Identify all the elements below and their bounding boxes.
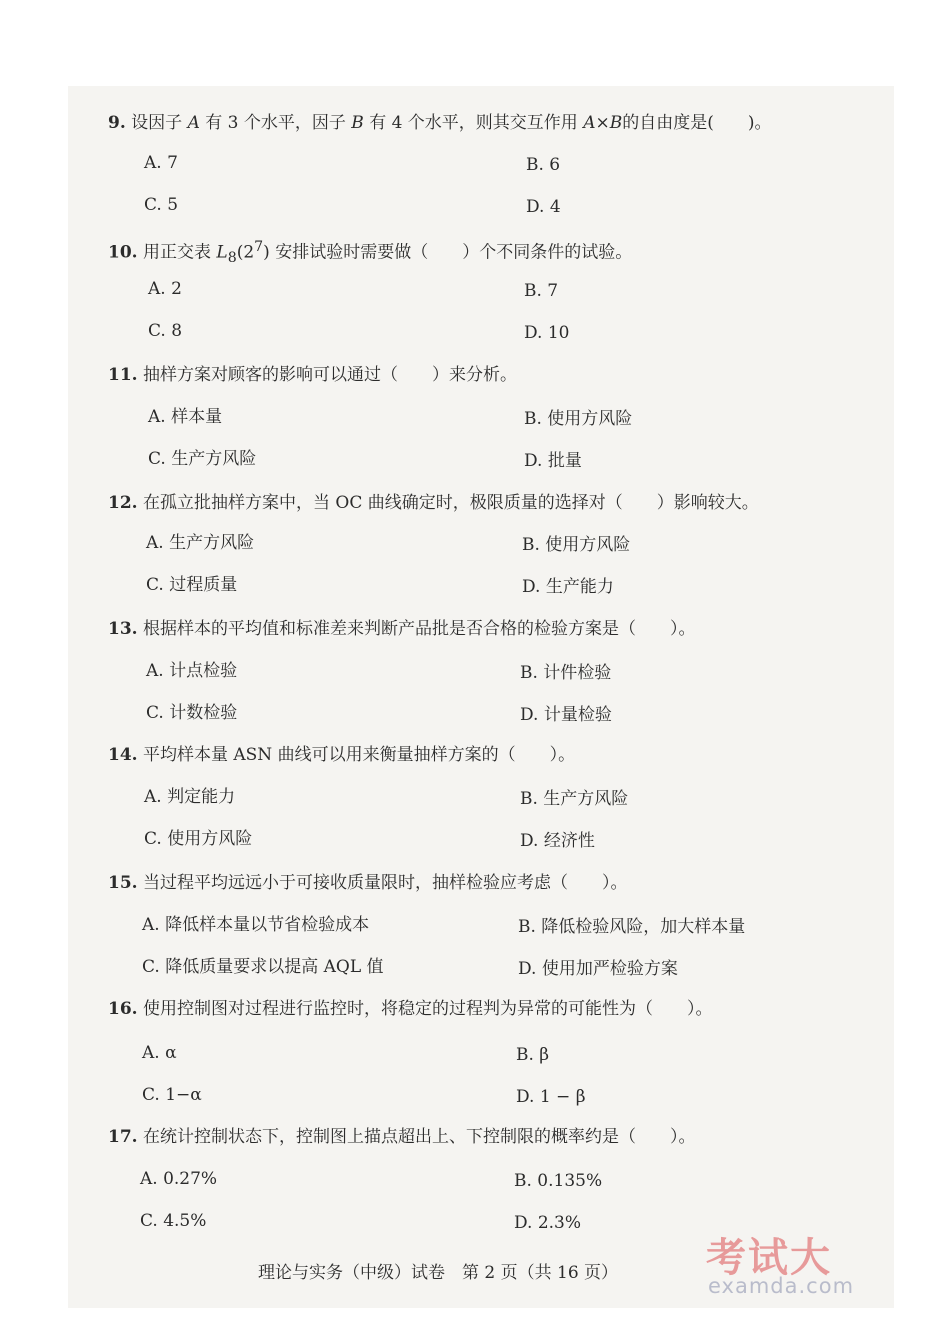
question-10 bbox=[108, 236, 898, 269]
option-b: B. 降低检验风险，加大样本量 bbox=[518, 917, 746, 937]
question-text: 在孤立批抽样方案中，当 OC 曲线确定时，极限质量的选择对（ ）影响较大。 bbox=[142, 493, 759, 513]
option-c: C. 4.5% bbox=[140, 1211, 207, 1231]
option-d: D. 批量 bbox=[524, 451, 582, 471]
option-d: D. 经济性 bbox=[520, 831, 595, 851]
option-c: C. 过程质量 bbox=[146, 575, 238, 595]
question-text: 抽样方案对顾客的影响可以通过（ ）来分析。 bbox=[142, 365, 517, 385]
option-b: B. β bbox=[516, 1045, 550, 1065]
question-text: 有 4 个水平，则其交互作用 bbox=[369, 113, 578, 133]
question-number: 9. bbox=[108, 113, 126, 133]
option-c: C. 计数检验 bbox=[146, 703, 238, 723]
option-a: A. 生产方风险 bbox=[146, 533, 255, 553]
option-b: B. 使用方风险 bbox=[524, 409, 633, 429]
question-text: 当过程平均远远小于可接收质量限时，抽样检验应考虑（ ）。 bbox=[142, 873, 628, 893]
option-b: B. 0.135% bbox=[514, 1171, 603, 1191]
watermark bbox=[704, 1226, 884, 1306]
question-9 bbox=[108, 112, 898, 134]
option-d: D. 使用加严检验方案 bbox=[518, 959, 678, 979]
option-d: D. 计量检验 bbox=[520, 705, 612, 725]
question-number: 11. bbox=[108, 365, 138, 385]
option-c: C. 降低质量要求以提高 AQL 值 bbox=[142, 957, 384, 977]
option-d: D. 生产能力 bbox=[522, 577, 614, 597]
option-c: C. 1−α bbox=[142, 1085, 202, 1105]
option-b: B. 生产方风险 bbox=[520, 789, 629, 809]
question-17 bbox=[108, 1126, 898, 1148]
option-b: B. 6 bbox=[526, 155, 561, 175]
question-text: (2 bbox=[236, 242, 255, 263]
option-a: A. 0.27% bbox=[140, 1169, 218, 1189]
question-text: 用正交表 bbox=[142, 242, 211, 263]
option-c: C. 5 bbox=[144, 195, 179, 215]
question-14 bbox=[108, 744, 898, 766]
question-text: 在统计控制状态下，控制图上描点超出上、下控制限的概率约是（ ）。 bbox=[142, 1127, 696, 1147]
question-text: 设因子 bbox=[131, 113, 183, 133]
question-number: 10. bbox=[108, 242, 138, 263]
interaction: A×B bbox=[583, 113, 623, 133]
option-b: B. 计件检验 bbox=[520, 663, 612, 683]
exam-page bbox=[68, 86, 894, 1308]
question-16 bbox=[108, 998, 898, 1020]
watermark-logo: 考试大 bbox=[706, 1235, 832, 1281]
question-text: ) 安排试验时需要做（ ）个不同条件的试验。 bbox=[263, 242, 633, 263]
option-d: D. 10 bbox=[524, 323, 570, 343]
watermark-url: examda.com bbox=[708, 1274, 855, 1298]
question-text: 根据样本的平均值和标准差来判断产品批是否合格的检验方案是（ ）。 bbox=[142, 619, 696, 639]
question-text: 的自由度是( )。 bbox=[622, 113, 772, 133]
option-c: C. 生产方风险 bbox=[148, 449, 257, 469]
option-a: A. 2 bbox=[148, 279, 182, 299]
option-a: A. 判定能力 bbox=[144, 787, 236, 807]
question-12 bbox=[108, 492, 898, 514]
question-text: 平均样本量 ASN 曲线可以用来衡量抽样方案的（ ）。 bbox=[142, 745, 576, 765]
orthogonal-table: L bbox=[216, 242, 228, 263]
question-15 bbox=[108, 872, 898, 894]
option-d: D. 1 − β bbox=[516, 1087, 586, 1107]
question-text: 有 3 个水平，因子 bbox=[205, 113, 346, 133]
question-number: 13. bbox=[108, 619, 138, 639]
table-runs: 8 bbox=[227, 250, 237, 267]
table-columns: 7 bbox=[254, 239, 264, 255]
option-b: B. 7 bbox=[524, 281, 559, 301]
question-number: 16. bbox=[108, 999, 138, 1019]
option-d: D. 2.3% bbox=[514, 1213, 582, 1233]
question-number: 12. bbox=[108, 493, 138, 513]
option-d: D. 4 bbox=[526, 197, 561, 217]
option-a: A. 7 bbox=[144, 153, 178, 173]
page-footer: 理论与实务（中级）试卷 第 2 页（共 16 页） bbox=[258, 1263, 619, 1283]
question-13 bbox=[108, 618, 898, 640]
question-number: 14. bbox=[108, 745, 138, 765]
question-text: 使用控制图对过程进行监控时，将稳定的过程判为异常的可能性为（ ）。 bbox=[142, 999, 713, 1019]
option-a: A. 降低样本量以节省检验成本 bbox=[142, 915, 370, 935]
question-number: 17. bbox=[108, 1127, 138, 1147]
option-a: A. α bbox=[142, 1043, 177, 1063]
option-c: C. 使用方风险 bbox=[144, 829, 253, 849]
option-a: A. 计点检验 bbox=[146, 661, 238, 681]
question-number: 15. bbox=[108, 873, 138, 893]
option-b: B. 使用方风险 bbox=[522, 535, 631, 555]
question-11 bbox=[108, 364, 898, 386]
option-a: A. 样本量 bbox=[148, 407, 223, 427]
option-c: C. 8 bbox=[148, 321, 183, 341]
factor-a: A bbox=[187, 113, 200, 133]
factor-b: B bbox=[351, 113, 364, 133]
